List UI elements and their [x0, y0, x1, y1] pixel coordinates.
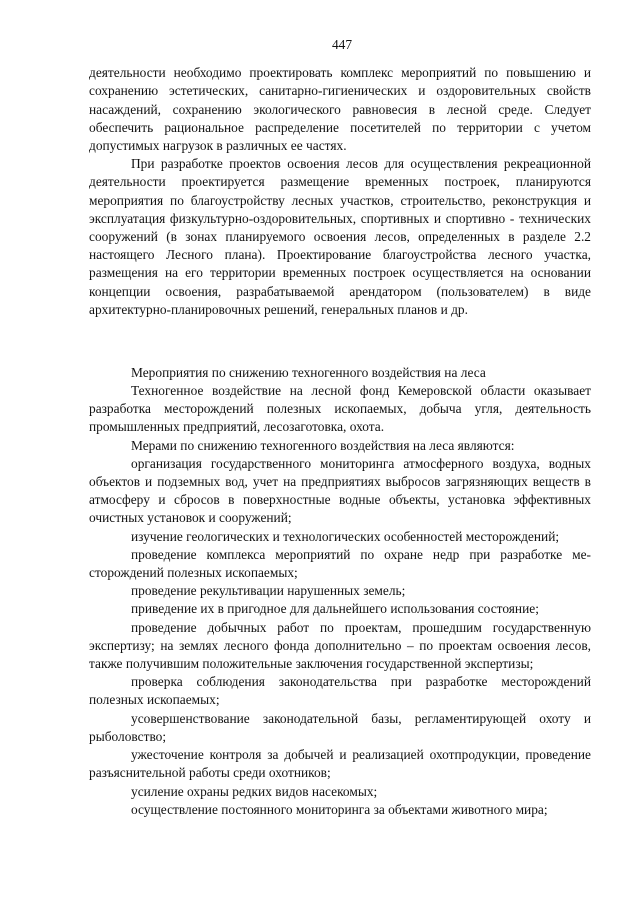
paragraph: усиление охраны редких видов насекомых;: [131, 783, 378, 799]
paragraph: проведение добычных работ по проектам, прошедшим государственную экспертизу; на землях лесного фонда дополнительно – по проектам освоения лесов, также получившим положительные заключения государственной экспертизы;: [89, 619, 591, 672]
paragraph: изучение геологических и технологических особенностей месторождений;: [131, 528, 560, 544]
paragraph: организация государственного мониторинга атмосферного воздуха, водных объектов и подземных вод, учет на предприятиях выбросов загрязняющих веществ в атмосферу и сбросов в поверхностные водные объекты, установка эффективных очистных установок и сооружений;: [89, 455, 591, 526]
document-body: [89, 64, 591, 819]
paragraph: При разработке проектов освоения лесов для осуществления рекреационной деятельности проектируется размещение временных построек, планируются мероприятия по благоустройству лесных участков, строительство, реконструкция и эксплуатация физкультурно-оздоровительных, спортивных и спортивно - технических сооружений (в зонах планируемого освоения лесов, определенных в разделе 2.2 настоящего Лесного плана). Проектирование благоустройства лесного участка, размещения на его территории временных построек осуществляется на основании концепции освоения, разрабатываемой арендатором (пользователем) в виде архитектурно-планировочных решений, генеральных планов и др.: [89, 156, 591, 317]
paragraph: деятельности необходимо проектировать комплекс мероприятий по повышению и сохранению эстетических, санитарно-гигиенических и оздоровительных свойств насаждений, сохранению экологического равновесия в лесной среде. Следует обеспечить рациональное распределение посетителей по территории с учетом допустимых нагрузок в различных ее частях.: [89, 65, 591, 154]
paragraph: ужесточение контроля за добычей и реализацией охотпродукции, проведение разъяснительной работы среди охотников;: [89, 747, 591, 781]
paragraph: проверка соблюдения законодательства при разработке месторождений полезных ископаемых;: [89, 674, 591, 708]
paragraph: проведение комплекса мероприятий по охране недр при разработке месторождений полезных ископаемых;: [89, 546, 591, 581]
paragraph: усовершенствование законодательной базы, регламентирующей охоту и рыболовство;: [89, 710, 591, 744]
paragraph: осуществление постоянного мониторинга за объектами животного мира;: [131, 801, 548, 817]
paragraph-spacer: [89, 332, 591, 350]
paragraph: Мероприятия по снижению техногенного воздействия на леса: [131, 364, 486, 380]
paragraph: проведение рекультивации нарушенных земель;: [131, 583, 406, 599]
page-number: 447: [331, 37, 353, 52]
paragraph: Мерами по снижению техногенного воздействия на леса являются:: [131, 437, 515, 453]
paragraph: Техногенное воздействие на лесной фонд Кемеровской области оказывает разработка месторождений полезных ископаемых, добыча угля, деятельность промышленных предприятий, лесозаготовка, охота.: [89, 383, 591, 435]
paragraph: приведение их в пригодное для дальнейшего использования состояние;: [131, 601, 539, 617]
